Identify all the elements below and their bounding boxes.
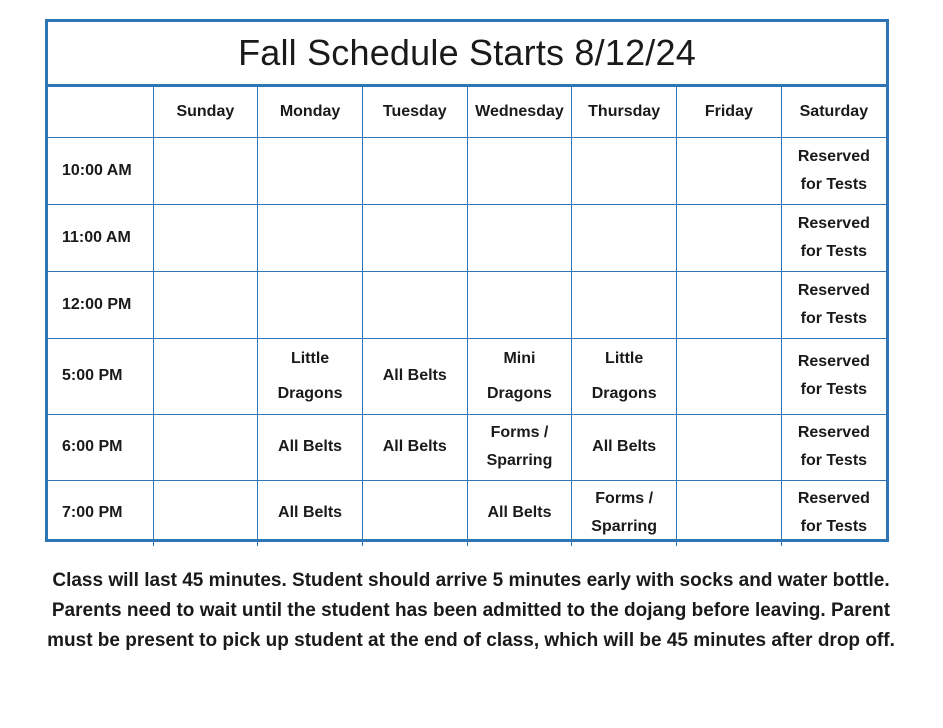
class-cell: [677, 271, 782, 338]
class-cell: [677, 204, 782, 271]
day-header-saturday: Saturday: [781, 87, 886, 137]
class-cell: [153, 204, 258, 271]
time-row-10am: [48, 137, 886, 204]
time-label: 11:00 AM: [48, 204, 153, 271]
class-cell: [362, 480, 467, 546]
class-cell: [362, 137, 467, 204]
class-cell: [153, 338, 258, 414]
time-row-6pm: [48, 414, 886, 480]
class-cell: [258, 271, 363, 338]
time-row-7pm: [48, 480, 886, 546]
class-cell: Reserved for Tests: [781, 271, 886, 338]
class-cell: [677, 338, 782, 414]
class-cell: [572, 204, 677, 271]
class-cell: Reserved for Tests: [781, 204, 886, 271]
class-cell: Reserved for Tests: [781, 137, 886, 204]
class-cell: Reserved for Tests: [781, 338, 886, 414]
time-label: 5:00 PM: [48, 338, 153, 414]
time-row-12pm: [48, 271, 886, 338]
class-cell: [153, 480, 258, 546]
time-label: 7:00 PM: [48, 480, 153, 546]
class-cell: Little Dragons: [572, 338, 677, 414]
day-header-wednesday: Wednesday: [467, 87, 572, 137]
class-cell: [153, 137, 258, 204]
class-cell: [467, 204, 572, 271]
time-row-5pm: [48, 338, 886, 414]
class-cell: All Belts: [572, 414, 677, 480]
class-cell: All Belts: [258, 480, 363, 546]
class-cell: [362, 204, 467, 271]
schedule-table: [45, 19, 889, 542]
class-cell: [153, 271, 258, 338]
day-header-friday: Friday: [677, 87, 782, 137]
class-cell: [677, 414, 782, 480]
class-cell: [153, 414, 258, 480]
day-header-sunday: Sunday: [153, 87, 258, 137]
class-cell: All Belts: [258, 414, 363, 480]
time-label: 12:00 PM: [48, 271, 153, 338]
schedule-grid: [48, 87, 886, 546]
time-label: 6:00 PM: [48, 414, 153, 480]
header-row: [48, 87, 886, 137]
corner-cell: [48, 87, 153, 137]
time-row-11am: [48, 204, 886, 271]
day-header-monday: Monday: [258, 87, 363, 137]
class-cell: Little Dragons: [258, 338, 363, 414]
time-label: 10:00 AM: [48, 137, 153, 204]
class-cell: Forms / Sparring: [572, 480, 677, 546]
class-cell: All Belts: [467, 480, 572, 546]
class-cell: All Belts: [362, 414, 467, 480]
class-cell: Mini Dragons: [467, 338, 572, 414]
day-header-thursday: Thursday: [572, 87, 677, 137]
class-cell: Reserved for Tests: [781, 414, 886, 480]
class-cell: [572, 271, 677, 338]
class-cell: [677, 137, 782, 204]
class-cell: [258, 204, 363, 271]
class-cell: [362, 271, 467, 338]
schedule-title: Fall Schedule Starts 8/12/24: [48, 22, 886, 87]
class-cell: Forms / Sparring: [467, 414, 572, 480]
class-cell: [677, 480, 782, 546]
class-cell: All Belts: [362, 338, 467, 414]
class-cell: Reserved for Tests: [781, 480, 886, 546]
class-policy-note: Class will last 45 minutes. Student should arrive 5 minutes early with socks and water bottle. Parents need to wait until the student has been admitted to the dojang before leaving. Parent must be present to pick up student at the end of class, which will be 45 minutes after drop off.: [47, 570, 895, 651]
class-cell: [258, 137, 363, 204]
day-header-tuesday: Tuesday: [362, 87, 467, 137]
class-cell: [467, 137, 572, 204]
class-cell: [467, 271, 572, 338]
class-cell: [572, 137, 677, 204]
